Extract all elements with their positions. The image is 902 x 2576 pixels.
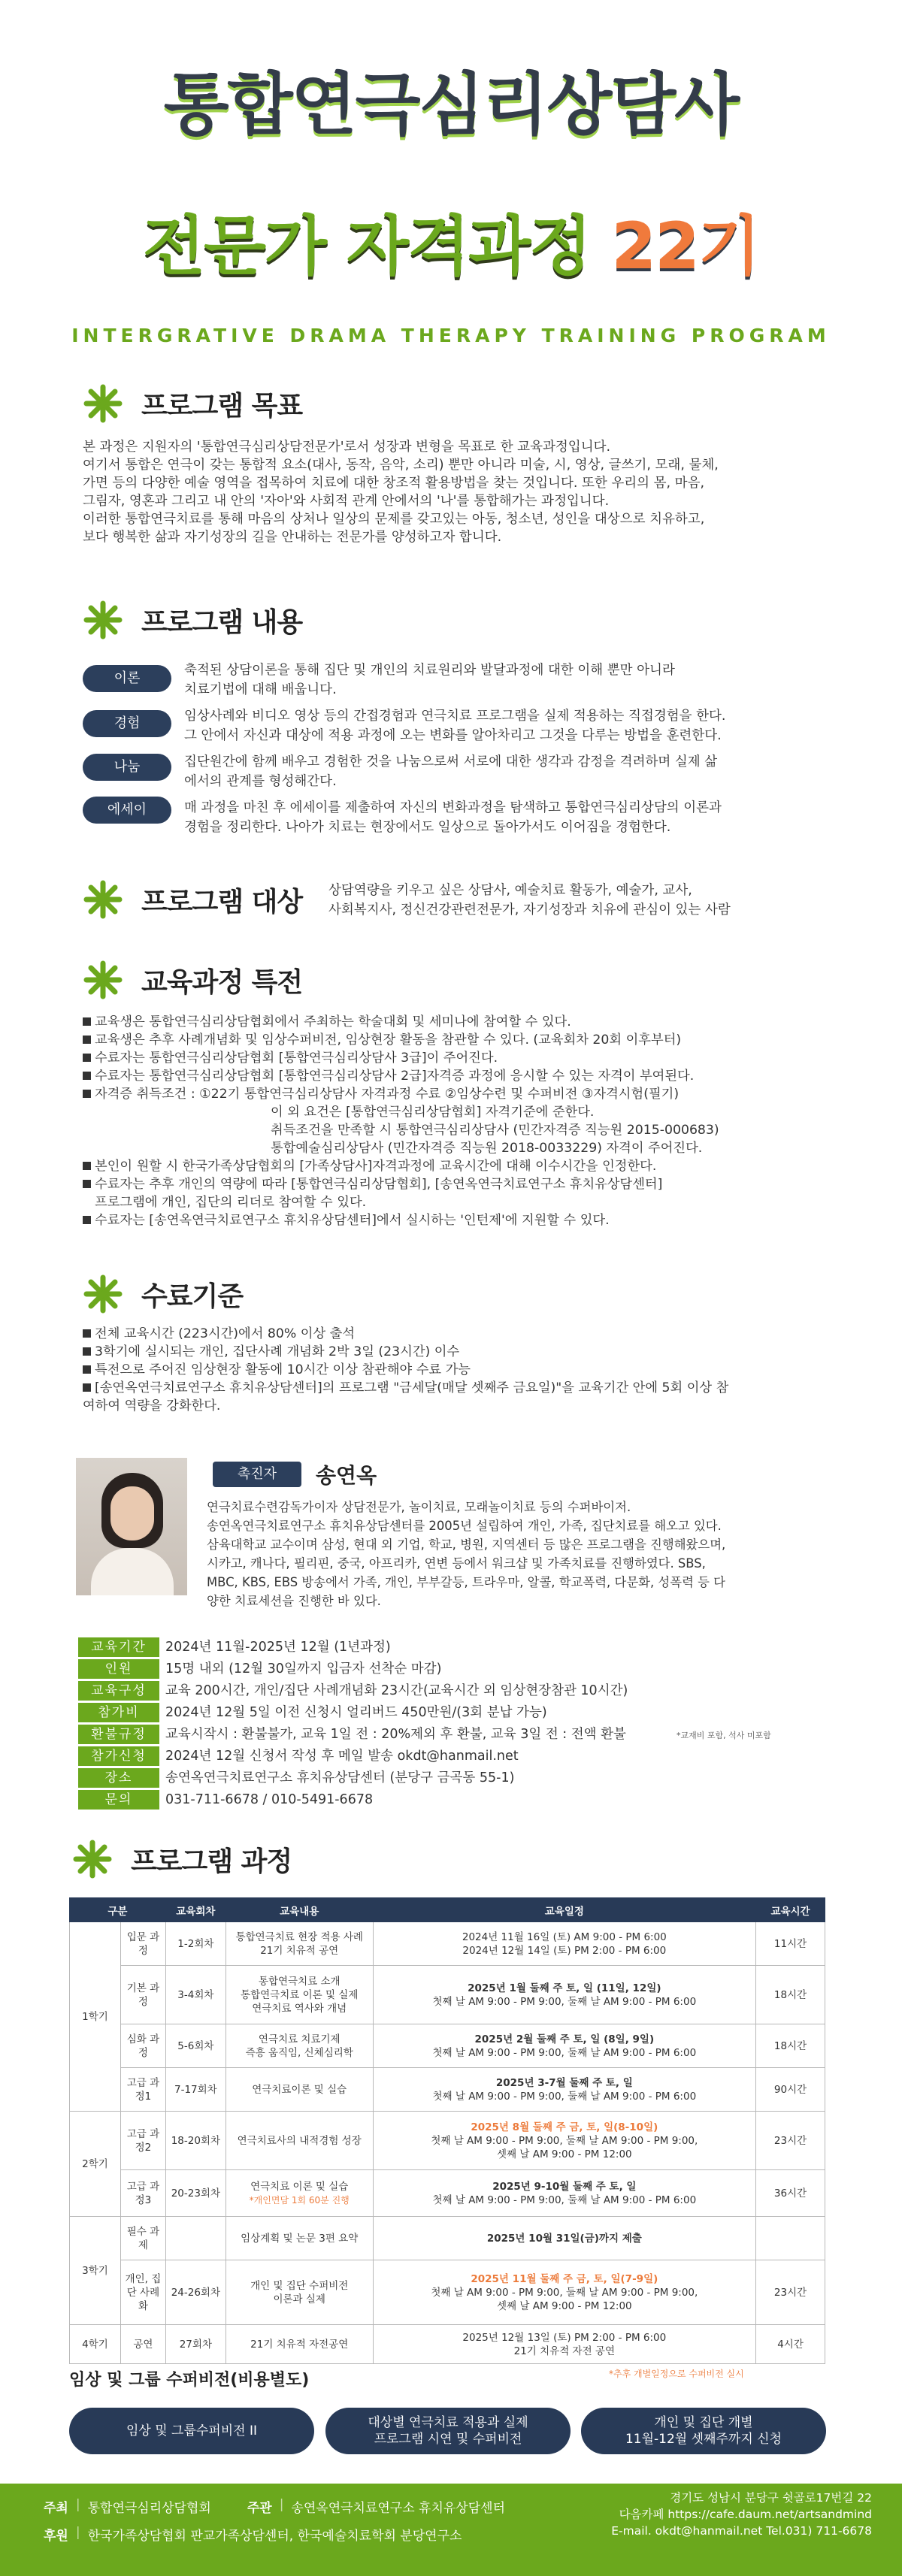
info-label: 문의 [78,1790,159,1810]
text-line: 연극치료 이론 및 실습 [250,2180,349,2193]
hours-cell: 36시간 [756,2170,825,2217]
section-title: 프로그램 대상 [141,886,303,918]
text-line: 첫째 날 AM 9:00 - PM 9:00, 둘째 날 AM 9:00 - PM 9:00, [431,2286,698,2299]
col-header: 교육시간 [756,1898,825,1922]
session-cell: 5-6회차 [165,2024,226,2068]
stage-cell: 공연 [120,2325,165,2364]
hours-cell: 18시간 [756,2024,825,2068]
desc-line: 상담역량을 키우고 싶은 상담사, 예술치료 활동가, 예술가, 교사, [328,883,692,898]
desc-line: 그 안에서 자신과 대상에 적용 과정에 오는 변화를 알아차리고 그것을 다루는 방법을 훈련한다. [184,728,722,743]
director-role-badge: 촉진자 [213,1462,301,1487]
checkbox-icon [83,1072,91,1080]
title-prefix: 전문가 자격과정 [142,209,591,284]
text-line: 임상계획 및 논문 3편 요약 [241,2232,359,2245]
pill-sharing: 나눔 [83,754,171,781]
col-header: 교육일정 [373,1898,755,1922]
content-desc [184,706,831,745]
section-target-header [83,879,302,920]
text-line: 임상 및 그룹수퍼비전 II [126,2423,258,2438]
date-cell [373,2068,755,2112]
checkbox-icon [83,1090,91,1098]
text-line: 첫째 날 AM 9:00 - PM 9:00, 둘째 날 AM 9:00 - PM 6:00 [432,2046,697,2059]
feature-item: 수료자는 통합연극심리상담협회 [통합연극심리상담사 3급]이 주어진다. [83,1049,834,1067]
semester-cell: 4학기 [70,2325,121,2364]
hours-cell: 23시간 [756,2112,825,2170]
content-cell [226,2170,373,2217]
goal-line: 이러한 통합연극치료를 통해 마음의 상처나 일상의 문제를 갖고있는 아동, 청소년, 성인을 대상으로 치유하고, [83,512,705,527]
feature-item: 교육생은 추후 사례개념화 및 임상수퍼비전, 임상현장 활동을 참관할 수 있다. (교육회차 20회 이후부터) [83,1031,834,1049]
feature-item: 취득조건을 만족할 시 통합연극심리상담사 (민간자격증 직능원 2015-000683) [271,1123,719,1138]
section-title: 프로그램 목표 [141,390,303,422]
bio-line: 연극치료수련감독가이자 상담전문가, 놀이치료, 모래놀이치료 등의 수퍼바이저. [207,1500,631,1514]
text-line: 11월-12월 셋째주까지 신청 [625,2432,782,2447]
semester-cell: 1학기 [70,1922,121,2112]
info-value: 2024년 12월 5일 이전 신청시 얼리버드 450만원/(3회 분납 가능) [165,1705,547,1720]
info-value: 교육 200시간, 개인/집단 사례개념화 23시간(교육시간 외 임상현장참관 10시간) [165,1683,628,1698]
content-cell [226,2325,373,2364]
info-value: 031-711-6678 / 010-5491-6678 [165,1792,374,1807]
col-header: 교육회차 [165,1898,226,1922]
content-cell [226,2024,373,2068]
goal-line: 보다 행복한 삶과 자기성장의 길을 안내하는 전문가를 양성하고자 합니다. [83,530,502,545]
session-cell: 24-26회차 [165,2260,226,2325]
text-line: 2025년 12월 13일 (토) PM 2:00 - PM 6:00 [462,2331,667,2344]
features-list [83,1013,834,1229]
table-row [70,1966,825,2024]
feature-item: 본인이 원할 시 한국가족상담협회의 [가족상담사]자격과정에 교육시간에 대해 이수시간을 인정한다. [83,1157,834,1175]
bio-line: 양한 치료세션을 진행한 바 있다. [207,1594,381,1608]
text-line: 개인 및 집단 개별 [654,2415,753,2430]
goal-line: 본 과정은 지원자의 '통합연극심리상담전문가'로서 성장과 변형을 목표로 한 교육과정입니다. [83,440,611,455]
text-line: 2024년 11월 16일 (토) AM 9:00 - PM 6:00 [462,1930,667,1943]
sub-title [0,209,902,284]
col-header: 교육내용 [226,1898,373,1922]
desc-line: 사회복지사, 정신건강관련전문가, 자기성장과 치유에 관심이 있는 사람 [328,903,731,918]
desc-line: 치료기법에 대해 배웁니다. [184,682,337,697]
star-icon [83,383,123,424]
text-line: 연극치료 치료기제 [258,2033,341,2045]
feature-item: 수료자는 추후 개인의 역량에 따라 [통합연극심리상담협회], [송연옥연극치료연구소 휴치유상담센터] [83,1175,834,1193]
completion-list [83,1325,834,1415]
text-line: 연극치료이론 및 실습 [252,2083,347,2096]
text-line: 첫째 날 AM 9:00 - PM 9:00, 둘째 날 AM 9:00 - PM 9:00, [431,2134,698,2147]
stage-cell: 필수 과제 [120,2217,165,2260]
star-icon [83,1274,123,1314]
text-line: 21기 치유적 자전 공연 [513,2345,616,2357]
section-title: 프로그램 과정 [131,1846,292,1877]
info-value: 송연옥연극치료연구소 휴치유상담센터 (분당구 금곡동 55-1) [165,1770,515,1785]
table-row [70,2217,825,2260]
checkbox-icon [83,1365,91,1374]
supervision-title: 임상 및 그룹 수퍼비전(비용별도) [69,2371,310,2390]
star-icon [83,960,123,1000]
section-schedule-header [72,1839,292,1879]
star-icon [83,600,123,640]
hours-cell: 4시간 [756,2325,825,2364]
date-cell [373,1922,755,1966]
info-value: 2024년 11월-2025년 12월 (1년과정) [165,1640,391,1655]
checkbox-icon [83,1383,91,1392]
goal-line: 여기서 통합은 연극이 갖는 통합적 요소(대사, 동작, 음악, 소리) 뿐만 아니라 미술, 시, 영상, 글쓰기, 모래, 물체, [83,458,719,473]
feature-item: 프로그램에 개인, 집단의 리더로 참여할 수 있다. [95,1195,367,1210]
info-value: 교육시작시 : 환불불가, 교육 1일 전 : 20%제외 후 환불, 교육 3일 전 : 전액 환불 [165,1727,626,1742]
text-line: 첫째 날 AM 9:00 - PM 9:00, 둘째 날 AM 9:00 - PM 6:00 [432,1995,697,2008]
section-content-header [83,600,302,640]
title-number: 22기 [611,209,760,284]
footer-contact [611,2490,872,2539]
content-cell [226,1922,373,1966]
section-title: 수료기준 [141,1280,244,1312]
table-row [70,2068,825,2112]
content-desc [184,798,831,837]
completion-item: 3학기에 실시되는 개인, 집단사례 개념화 2박 3일 (23시간) 이수 [83,1343,834,1361]
pill-experience: 경험 [83,710,171,737]
hours-cell: 11시간 [756,1922,825,1966]
text-line: 2025년 3-7월 둘째 주 토, 일 [495,2076,633,2089]
table-row [70,2260,825,2325]
supervision-note: *추후 개별일정으로 수퍼비전 실시 [609,2369,744,2379]
feature-item: 자격증 취득조건 : ①22기 통합연극심리상담사 자격과정 수료 ②임상수련 및 수퍼비전 ③자격시험(필기) [83,1085,834,1103]
info-value: 2024년 12월 신청서 작성 후 메일 발송 okdt@hanmail.net [165,1749,519,1764]
director-photo [76,1458,187,1595]
content-cell [226,1966,373,2024]
director-bio [207,1498,831,1610]
text-line: 통합연극치료 소개 [258,1975,341,1988]
content-desc [184,752,831,791]
date-cell [373,2024,755,2068]
stage-cell: 고급 과정1 [120,2068,165,2112]
host-name: 통합연극심리상담협회 [87,2501,211,2516]
pill-theory: 이론 [83,665,171,692]
text-line: 첫째 날 AM 9:00 - PM 9:00, 둘째 날 AM 9:00 - PM 6:00 [432,2090,697,2103]
text-line: *개인면담 1회 60분 진행 [249,2194,350,2206]
text-line: 프로그램 시연 및 수퍼비전 [374,2432,522,2447]
date-cell [373,2217,755,2260]
text-line: 2024년 12월 14일 (토) PM 2:00 - PM 6:00 [462,1944,667,1957]
completion-item: [송연옥연극치료연구소 휴치유상담센터]의 프로그램 "금세달(매달 셋째주 금요일)"을 교육기간 안에 5회 이상 참 [83,1379,834,1397]
table-row [70,2170,825,2217]
table-row [70,2024,825,2068]
goal-text [83,438,827,546]
table-row [70,2325,825,2364]
footer-host-row [44,2497,505,2516]
text-line: 2025년 10월 31일(금)까지 제출 [486,2232,642,2245]
section-features-header [83,960,302,1000]
session-cell: 1-2회차 [165,1922,226,1966]
section-title: 교육과정 특전 [141,966,303,998]
star-icon [83,879,123,920]
stage-cell: 심화 과정 [120,2024,165,2068]
text-line: 2025년 8월 둘째 주 금, 토, 일(8-10일) [471,2121,658,2133]
stage-cell: 개인, 집단 사례화 [120,2260,165,2325]
english-title: INTERGRATIVE DRAMA THERAPY TRAINING PROGRAM [71,325,831,346]
content-cell [226,2112,373,2170]
date-cell [373,2325,755,2364]
info-label: 환불규정 [78,1725,159,1744]
content-cell [226,2217,373,2260]
supervision-button-program[interactable] [325,2408,571,2454]
checkbox-icon [83,1347,91,1356]
divider: | [279,2497,284,2512]
text-line: 개인 및 집단 수퍼비전 [250,2279,349,2292]
sponsor-name: 한국가족상담협회 판교가족상담센터, 한국예술치료학회 분당연구소 [87,2529,462,2544]
text-line: 이론과 실제 [273,2293,325,2305]
stage-cell: 고급 과정3 [120,2170,165,2217]
footer-address: 경기도 성남시 분당구 쉿골로17번길 22 [670,2491,872,2505]
text-line: 통합연극치료 이론 및 실제 [241,1988,359,2001]
goal-line: 그림자, 영혼과 그리고 내 안의 '자아'와 사회적 관계 안에서의 '나'를 통합해가는 과정입니다. [83,494,610,509]
info-label: 장소 [78,1768,159,1788]
hero [0,0,902,361]
text-line: 첫째 날 AM 9:00 - PM 9:00, 둘째 날 AM 9:00 - PM 6:00 [432,2194,697,2206]
desc-line: 축적된 상담이론을 통해 집단 및 개인의 치료원리와 발달과정에 대한 이해 뿐만 아니라 [184,663,675,678]
section-goal-header [83,383,302,424]
footer-sponsor-row [44,2525,462,2544]
text-line: 즉흥 움직임, 신체심리학 [245,2046,353,2059]
text-line: 셋째 날 AM 9:00 - PM 12:00 [497,2299,632,2312]
session-cell: 3-4회차 [165,1966,226,2024]
session-cell: 20-23회차 [165,2170,226,2217]
text-line: 2025년 11월 둘째 주 금, 토, 일(7-9일) [471,2272,658,2285]
goal-line: 가면 등의 다양한 예술 영역을 접목하여 치료에 대한 창조적 활용방법을 찾는 것입니다. 또한 우리의 몸, 마음, [83,476,705,491]
feature-item: 통합예술심리상담사 (민간자격증 직능원 2018-0033229) 자격이 주어진다. [271,1141,703,1156]
bio-line: MBC, KBS, EBS 방송에서 가족, 개인, 부부갈등, 트라우마, 알콜, 학교폭력, 다문화, 성폭력 등 다 [207,1575,725,1589]
checkbox-icon [83,1216,91,1224]
table-header-row [70,1898,825,1922]
text-line: 연극치료 역사와 개념 [252,2002,347,2015]
hours-cell: 18시간 [756,1966,825,2024]
date-cell [373,1966,755,2024]
feature-item: 수료자는 [송연옥연극치료연구소 휴치유상담센터]에서 실시하는 '인턴제'에 지원할 수 있다. [83,1211,834,1229]
info-label: 교육구성 [78,1681,159,1701]
host-label: 주최 [44,2501,68,2516]
text-line: 2025년 1월 둘째 주 토, 일 (11일, 12일) [468,1982,661,1994]
session-cell: 7-17회차 [165,2068,226,2112]
checkbox-icon [83,1017,91,1026]
footer-cafe-link[interactable]: 다음카페 https://cafe.daum.net/artsandmind [619,2508,872,2521]
table-row [70,2112,825,2170]
content-cell [226,2260,373,2325]
director-name: 송연옥 [316,1463,377,1488]
desc-line: 매 과정을 마친 후 에세이를 제출하여 자신의 변화과정을 탐색하고 통합연극심리상담의 이론과 [184,800,722,815]
feature-item: 수료자는 통합연극심리상담협회 [통합연극심리상담사 2급]자격증 과정에 응시할 수 있는 자격이 부여된다. [83,1067,834,1085]
date-cell [373,2170,755,2217]
supervision-button-group[interactable] [69,2408,314,2454]
checkbox-icon [83,1054,91,1062]
col-header: 구분 [70,1898,166,1922]
completion-item: 특전으로 주어진 임상현장 활동에 10시간 이상 참관해야 수료 가능 [83,1361,834,1379]
bio-line: 시카고, 캐나다, 필리핀, 중국, 아프리카, 연변 등에서 워크샵 및 가족치료를 진행하였다. SBS, [207,1556,706,1571]
semester-cell: 3학기 [70,2217,121,2325]
stage-cell: 고급 과정2 [120,2112,165,2170]
content-desc [184,661,831,700]
info-value: 15명 내외 (12월 30일까지 입금자 선착순 마감) [165,1661,442,1677]
semester-cell: 2학기 [70,2112,121,2217]
text-line: 연극치료사의 내적경험 성장 [237,2134,362,2147]
content-cell [226,2068,373,2112]
target-desc [328,881,825,920]
text-line: 대상별 연극치료 적용과 실제 [368,2415,528,2430]
completion-item: 전체 교육시간 (223시간)에서 80% 이상 출석 [83,1325,834,1343]
desc-line: 집단원간에 함께 배우고 경험한 것을 나눔으로써 서로에 대한 생각과 감정을 격려하며 실제 삶 [184,754,718,769]
table-row [70,1922,825,1966]
sponsor-label: 후원 [44,2529,68,2544]
divider: | [75,2497,80,2512]
text-line: 2025년 2월 둘째 주 토, 일 (8일, 9일) [474,2033,655,2045]
footer [0,2484,902,2576]
organizer-name: 송연옥연극치료연구소 휴치유상담센터 [291,2501,505,2516]
bio-line: 삼육대학교 교수이며 삼성, 현대 외 기업, 학교, 병원, 지역센터 등 많은 프로그램을 진행해왔으며, [207,1537,726,1552]
text-line: 2025년 9-10월 둘째 주 토, 일 [492,2180,637,2193]
date-cell [373,2260,755,2325]
text-line: 21기 치유적 공연 [260,1944,339,1957]
session-cell [165,2217,226,2260]
info-label: 참가비 [78,1703,159,1722]
organizer-label: 주관 [247,2501,272,2516]
desc-line: 임상사례와 비디오 영상 등의 간접경험과 연극치료 프로그램을 실제 적용하는 직접경험을 한다. [184,709,726,724]
stage-cell: 입문 과정 [120,1922,165,1966]
schedule-table [69,1897,825,2364]
desc-line: 에서의 관계를 형성해간다. [184,774,337,789]
footer-email-tel: E-mail. okdt@hanmail.net Tel.031) 711-6678 [611,2524,872,2538]
date-cell [373,2112,755,2170]
checkbox-icon [83,1329,91,1338]
hours-cell: 23시간 [756,2260,825,2325]
section-title: 프로그램 내용 [141,606,303,638]
info-label: 인원 [78,1659,159,1679]
checkbox-icon [83,1180,91,1188]
star-icon [72,1839,113,1879]
desc-line: 경험을 정리한다. 나아가 치료는 현장에서도 일상으로 돌아가서도 이어짐을 경험한다. [184,820,671,835]
hours-cell [756,2217,825,2260]
session-cell: 18-20회차 [165,2112,226,2170]
bio-line: 송연옥연극치료연구소 휴치유상담센터를 2005년 설립하여 개인, 가족, 집단치료를 해오고 있다. [207,1519,722,1533]
text-line: 통합연극치료 현장 적용 사례 [235,1930,363,1943]
pill-essay: 에세이 [83,797,171,824]
supervision-button-individual[interactable] [581,2408,826,2454]
hours-cell: 90시간 [756,2068,825,2112]
section-completion-header [83,1274,243,1314]
session-cell: 27회차 [165,2325,226,2364]
feature-item: 이 외 요건은 [통합연극심리상담협회] 자격기준에 준한다. [271,1105,595,1120]
text-line: 21기 치유적 자전공연 [250,2338,349,2351]
checkbox-icon [83,1162,91,1170]
info-note: *교재비 포함, 석사 미포함 [676,1731,771,1740]
stage-cell: 기본 과정 [120,1966,165,2024]
main-title: 통합연극심리상담사 [163,65,739,144]
checkbox-icon [83,1036,91,1044]
info-label: 교육기간 [78,1637,159,1657]
divider: | [75,2525,80,2540]
info-label: 참가신청 [78,1746,159,1766]
completion-item: 여하여 역량을 강화한다. [83,1398,221,1413]
feature-item: 교육생은 통합연극심리상담협회에서 주최하는 학술대회 및 세미나에 참여할 수 있다. [83,1013,834,1031]
text-line: 셋째 날 AM 9:00 - PM 12:00 [497,2148,632,2160]
